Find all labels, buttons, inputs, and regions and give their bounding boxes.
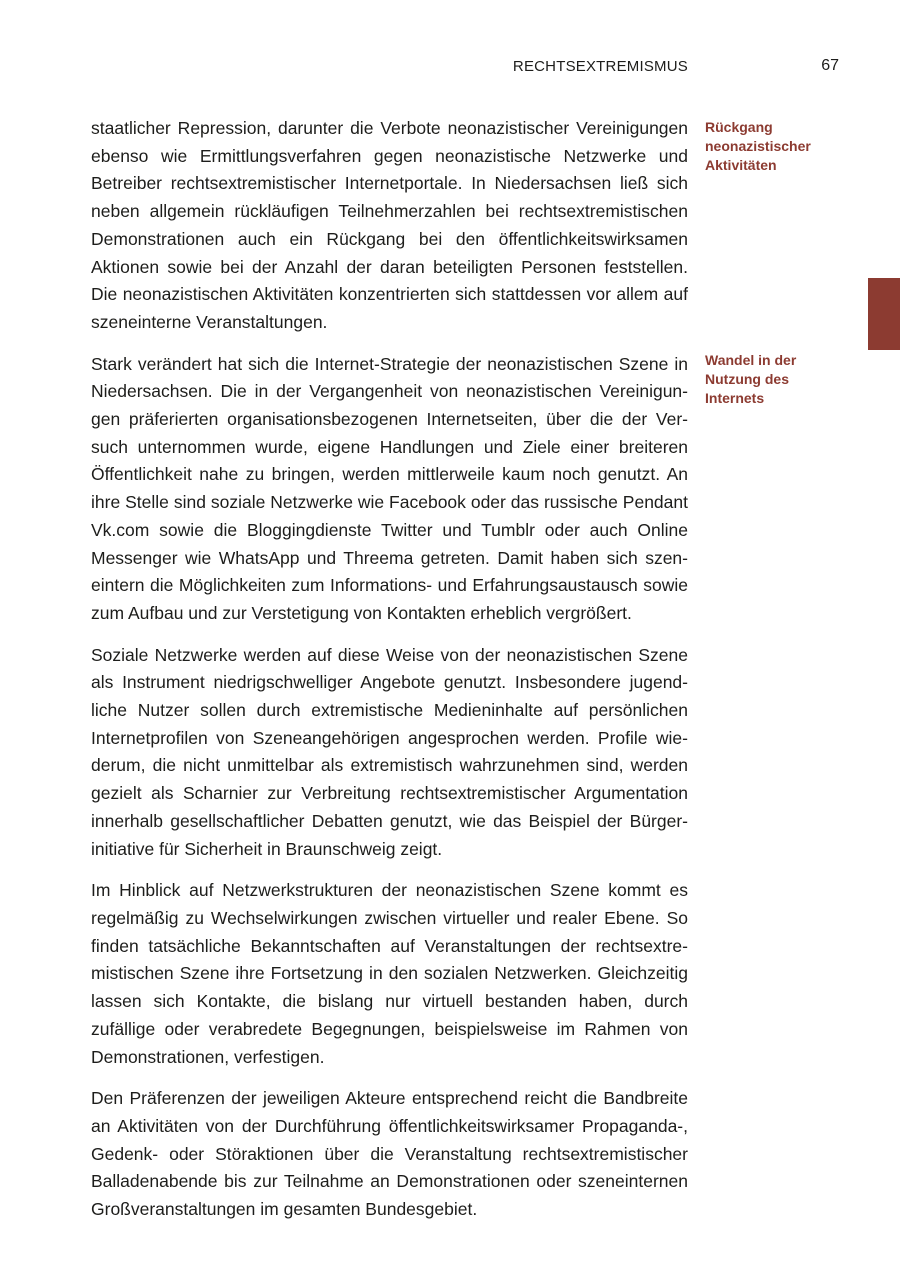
main-text-column	[91, 115, 688, 1238]
paragraph: staatlicher Repression, darunter die Verbote neonazistischer Vereinigungen ebenso wie Ermittlungsverfahren gegen neonazistische Netzwerke und Betreiber rechtsextremistischer Internetportale. In Niedersachsen ließ sich neben allgemein rückläufigen Teilnehmerzahlen bei rechtsextremistischen Demonstrationen auch ein Rückgang bei den öffentlichkeitswirksamen Aktionen sowie bei der Anzahl der daran beteiligten Personen feststellen. Die neonazistischen Aktivitäten konzentrierten sich stattdessen vor allem auf szeneinterne Veranstaltungen.	[91, 118, 688, 332]
margin-note-decline-activities: Rückgang neonazistischer Aktivitäten	[705, 119, 811, 173]
chapter-thumb-tab	[868, 278, 900, 350]
paragraph: Stark verändert hat sich die Internet-Strategie der neonazistischen Szene in Niedersachsen. Die in der Vergangenheit von neonazistischen Vereinigungen präferierten organisationsbezogenen Internetseiten, über die der Versuch unternommen wurde, eigene Handlungen und Ziele einer breiteren Öffentlichkeit nahe zu bringen, werden mittlerweile kaum noch genutzt. An ihre Stelle sind soziale Netzwerke wie Facebook oder das russische Pendant Vk.com sowie die Bloggingdienste Twitter und Tumblr oder auch Online Messenger wie WhatsApp und Threema getreten. Damit haben sich szeneintern die Möglichkeiten zum Informations- und Erfahrungsaustausch sowie zum Aufbau und zur Verstetigung von Kontakten erheblich vergrößert.	[91, 353, 688, 623]
page-number: 67	[821, 57, 839, 74]
paragraph: Soziale Netzwerke werden auf diese Weise von der neonazistischen Szene als Instrument niedrigschwelliger Angebote genutzt. Insbesondere jugendliche Nutzer sollen durch extremistische Medieninhalte auf persönlichen Internetprofilen von Szeneangehörigen angesprochen werden. Profile wiederum, die nicht unmittelbar als extremistisch wahrzunehmen sind, werden gezielt als Scharnier zur Verbreitung rechtsextremistischer Argumentation innerhalb gesellschaftlicher Debatten genutzt, wie das Beispiel der Bürgerinitiative für Sicherheit in Braunschweig zeigt.	[91, 644, 688, 859]
margin-note-internet-usage: Wandel in der Nutzung des Internets	[705, 352, 797, 406]
paragraph: Im Hinblick auf Netzwerkstrukturen der neonazistischen Szene kommt es regelmäßig zu Wechselwirkungen zwischen virtueller und realer Ebene. So finden tatsächliche Bekanntschaften auf Veranstaltungen der rechtsextremistischen Szene ihre Fortsetzung in den sozialen Netzwerken. Gleichzeitig lassen sich Kontakte, die bislang nur virtuell bestanden haben, durch zufällige oder verabredete Begegnungen, beispielsweise im Rahmen von Demonstrationen, verfestigen.	[91, 880, 688, 1067]
paragraph: Den Präferenzen der jeweiligen Akteure entsprechend reicht die Bandbreite an Aktivitäten von der Durchführung öffentlichkeitswirksamer Propaganda-, Gedenk- oder Störaktionen über die Veranstaltung rechtsextremistischer Balladenabende bis zur Teilnahme an Demonstrationen oder szeneinternen Großveranstaltungen im gesamten Bundesgebiet.	[91, 1088, 688, 1220]
running-header-title: RECHTSEXTREMISMUS	[512, 58, 688, 75]
